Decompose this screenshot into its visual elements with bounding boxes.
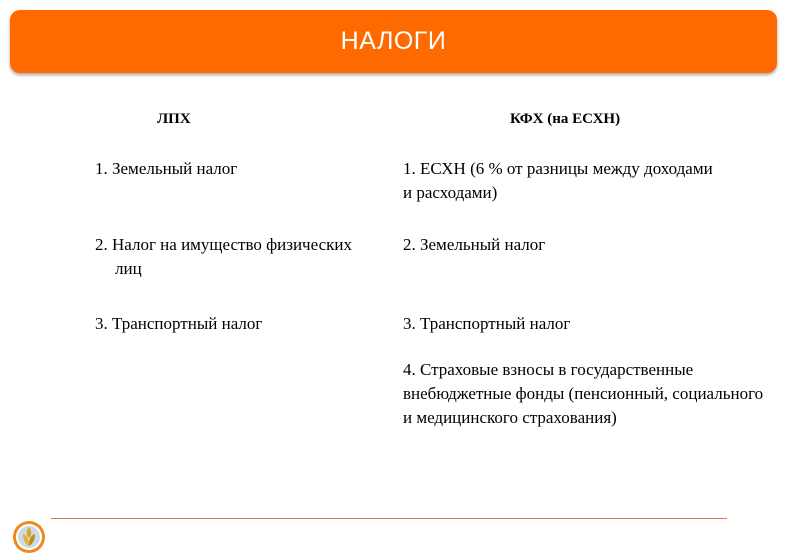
- left-item-1: 1. Земельный налог: [95, 159, 238, 178]
- title-bar: [10, 10, 777, 73]
- right-column-heading: КФХ (на ЕСХН): [510, 111, 621, 127]
- right-item-2: 2. Земельный налог: [403, 235, 546, 254]
- right-item-1: 1. ЕСХН (6 % от разницы между доходами и расходами): [403, 159, 713, 202]
- wheat-emblem-icon: [12, 520, 46, 554]
- left-column-heading: ЛПХ: [157, 111, 191, 127]
- right-item-3: 3. Транспортный налог: [403, 314, 571, 333]
- left-item-3: 3. Транспортный налог: [95, 314, 263, 333]
- right-item-4: 4. Страховые взносы в государственные внебюджетные фонды (пенсионный, социального и медицинского страхования): [403, 360, 764, 427]
- slide-title: НАЛОГИ: [340, 27, 447, 55]
- footer-divider: [51, 518, 727, 519]
- left-item-2: 2. Налог на имущество физических лиц: [95, 235, 352, 278]
